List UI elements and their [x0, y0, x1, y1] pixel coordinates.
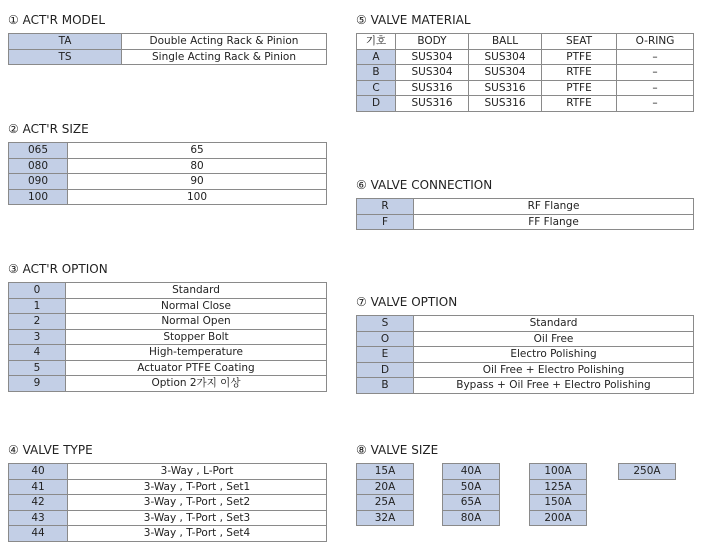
section-title: ⑧ VALVE SIZE [356, 443, 439, 457]
header-cell: BODY [396, 34, 469, 50]
code-cell: 080 [9, 158, 68, 174]
desc-cell: 3-Way , L-Port [68, 464, 327, 480]
code-cell: 3 [9, 329, 66, 345]
desc-cell: Option 2가지 이상 [66, 376, 327, 392]
table-row [9, 34, 327, 50]
header-cell: 기호 [357, 34, 396, 50]
table-row [357, 362, 694, 378]
code-cell: 4 [9, 345, 66, 361]
code-cell: 100 [9, 189, 68, 205]
size-cell: 80A [442, 510, 500, 527]
code-cell: 42 [9, 495, 68, 511]
code-cell: 9 [9, 376, 66, 392]
size-cell: 150A [529, 494, 587, 511]
table-row [9, 345, 327, 361]
desc-cell: FF Flange [414, 214, 694, 230]
table-row [9, 283, 327, 299]
table-row [357, 316, 694, 332]
code-cell: 41 [9, 479, 68, 495]
section-actr-option [8, 261, 327, 392]
section-title: ① ACT'R MODEL [8, 13, 106, 27]
size-cell: 200A [529, 510, 587, 527]
table-row [9, 314, 327, 330]
code-cell: 44 [9, 526, 68, 542]
code-cell: TA [9, 34, 122, 50]
size-cell: 40A [442, 463, 500, 480]
code-cell: C [357, 80, 396, 96]
code-cell: 43 [9, 510, 68, 526]
desc-cell: 3-Way , T-Port , Set2 [68, 495, 327, 511]
table-row [9, 464, 327, 480]
desc-cell: Single Acting Rack & Pinion [122, 49, 327, 65]
header-cell: O-RING [617, 34, 694, 50]
seat-cell: PTFE [542, 49, 617, 65]
seat-cell: PTFE [542, 80, 617, 96]
size-cell: 50A [442, 479, 500, 496]
actr-size-table [8, 142, 327, 205]
desc-cell: 3-Way , T-Port , Set1 [68, 479, 327, 495]
table-row [9, 158, 327, 174]
desc-cell: High-temperature [66, 345, 327, 361]
desc-cell: Stopper Bolt [66, 329, 327, 345]
oring-cell: – [617, 80, 694, 96]
size-cell: 15A [356, 463, 414, 480]
table-row [357, 214, 694, 230]
actr-model-table [8, 33, 327, 65]
body-cell: SUS304 [396, 49, 469, 65]
valve-size-column [618, 463, 676, 480]
section-valve-option [356, 294, 694, 394]
body-cell: SUS316 [396, 96, 469, 112]
code-cell: 065 [9, 143, 68, 159]
table-row [357, 378, 694, 394]
desc-cell: Oil Free [414, 331, 694, 347]
code-cell: 1 [9, 298, 66, 314]
desc-cell: Bypass + Oil Free + Electro Polishing [414, 378, 694, 394]
table-row [9, 329, 327, 345]
desc-cell: Normal Close [66, 298, 327, 314]
section-title: ② ACT'R SIZE [8, 122, 89, 136]
section-title: ⑤ VALVE MATERIAL [356, 13, 471, 27]
code-cell: B [357, 378, 414, 394]
section-valve-size [356, 442, 696, 542]
code-cell: A [357, 49, 396, 65]
code-cell: 5 [9, 360, 66, 376]
seat-cell: RTFE [542, 96, 617, 112]
code-cell: O [357, 331, 414, 347]
table-row [9, 526, 327, 542]
ball-cell: SUS304 [469, 65, 542, 81]
header-cell: SEAT [542, 34, 617, 50]
valve-size-column [442, 463, 500, 526]
desc-cell: Standard [414, 316, 694, 332]
table-row [9, 143, 327, 159]
table-row [9, 189, 327, 205]
code-cell: B [357, 65, 396, 81]
code-cell: 2 [9, 314, 66, 330]
valve-size-column [356, 463, 414, 526]
code-cell: 0 [9, 283, 66, 299]
code-cell: 090 [9, 174, 68, 190]
code-cell: F [357, 214, 414, 230]
header-cell: BALL [469, 34, 542, 50]
valve-connection-table [356, 198, 694, 230]
desc-cell: Actuator PTFE Coating [66, 360, 327, 376]
section-title: ④ VALVE TYPE [8, 443, 93, 457]
size-cell: 100A [529, 463, 587, 480]
section-title: ③ ACT'R OPTION [8, 262, 108, 276]
code-cell: D [357, 96, 396, 112]
code-cell: 40 [9, 464, 68, 480]
oring-cell: – [617, 49, 694, 65]
table-row [9, 298, 327, 314]
section-title: ⑦ VALVE OPTION [356, 295, 458, 309]
desc-cell: 80 [68, 158, 327, 174]
section-valve-type [8, 442, 327, 542]
code-cell: R [357, 199, 414, 215]
size-cell: 25A [356, 494, 414, 511]
code-cell: D [357, 362, 414, 378]
table-header-row [357, 34, 694, 50]
body-cell: SUS316 [396, 80, 469, 96]
table-row [9, 376, 327, 392]
table-row [9, 174, 327, 190]
section-valve-connection [356, 177, 694, 230]
section-title: ⑥ VALVE CONNECTION [356, 178, 493, 192]
table-row [9, 49, 327, 65]
oring-cell: – [617, 96, 694, 112]
size-cell: 65A [442, 494, 500, 511]
size-cell: 20A [356, 479, 414, 496]
ball-cell: SUS304 [469, 49, 542, 65]
body-cell: SUS304 [396, 65, 469, 81]
desc-cell: 100 [68, 189, 327, 205]
table-row [9, 360, 327, 376]
desc-cell: 90 [68, 174, 327, 190]
table-row [357, 347, 694, 363]
desc-cell: 3-Way , T-Port , Set3 [68, 510, 327, 526]
table-row [357, 80, 694, 96]
seat-cell: RTFE [542, 65, 617, 81]
section-actr-size [8, 121, 327, 205]
table-row [9, 510, 327, 526]
section-valve-material [356, 12, 694, 112]
table-row [357, 65, 694, 81]
valve-option-table [356, 315, 694, 394]
desc-cell: Normal Open [66, 314, 327, 330]
valve-material-table [356, 33, 694, 112]
valve-size-column [529, 463, 587, 526]
desc-cell: RF Flange [414, 199, 694, 215]
code-cell: TS [9, 49, 122, 65]
size-cell: 125A [529, 479, 587, 496]
ball-cell: SUS316 [469, 80, 542, 96]
section-actr-model [8, 12, 327, 65]
desc-cell: Oil Free + Electro Polishing [414, 362, 694, 378]
oring-cell: – [617, 65, 694, 81]
table-row [9, 479, 327, 495]
size-cell: 32A [356, 510, 414, 527]
desc-cell: Electro Polishing [414, 347, 694, 363]
valve-type-table [8, 463, 327, 542]
size-cell: 250A [618, 463, 676, 480]
desc-cell: Standard [66, 283, 327, 299]
desc-cell: Double Acting Rack & Pinion [122, 34, 327, 50]
table-row [357, 331, 694, 347]
table-row [357, 49, 694, 65]
desc-cell: 65 [68, 143, 327, 159]
table-row [357, 199, 694, 215]
desc-cell: 3-Way , T-Port , Set4 [68, 526, 327, 542]
code-cell: S [357, 316, 414, 332]
actr-option-table [8, 282, 327, 392]
code-cell: E [357, 347, 414, 363]
ball-cell: SUS316 [469, 96, 542, 112]
table-row [357, 96, 694, 112]
table-row [9, 495, 327, 511]
